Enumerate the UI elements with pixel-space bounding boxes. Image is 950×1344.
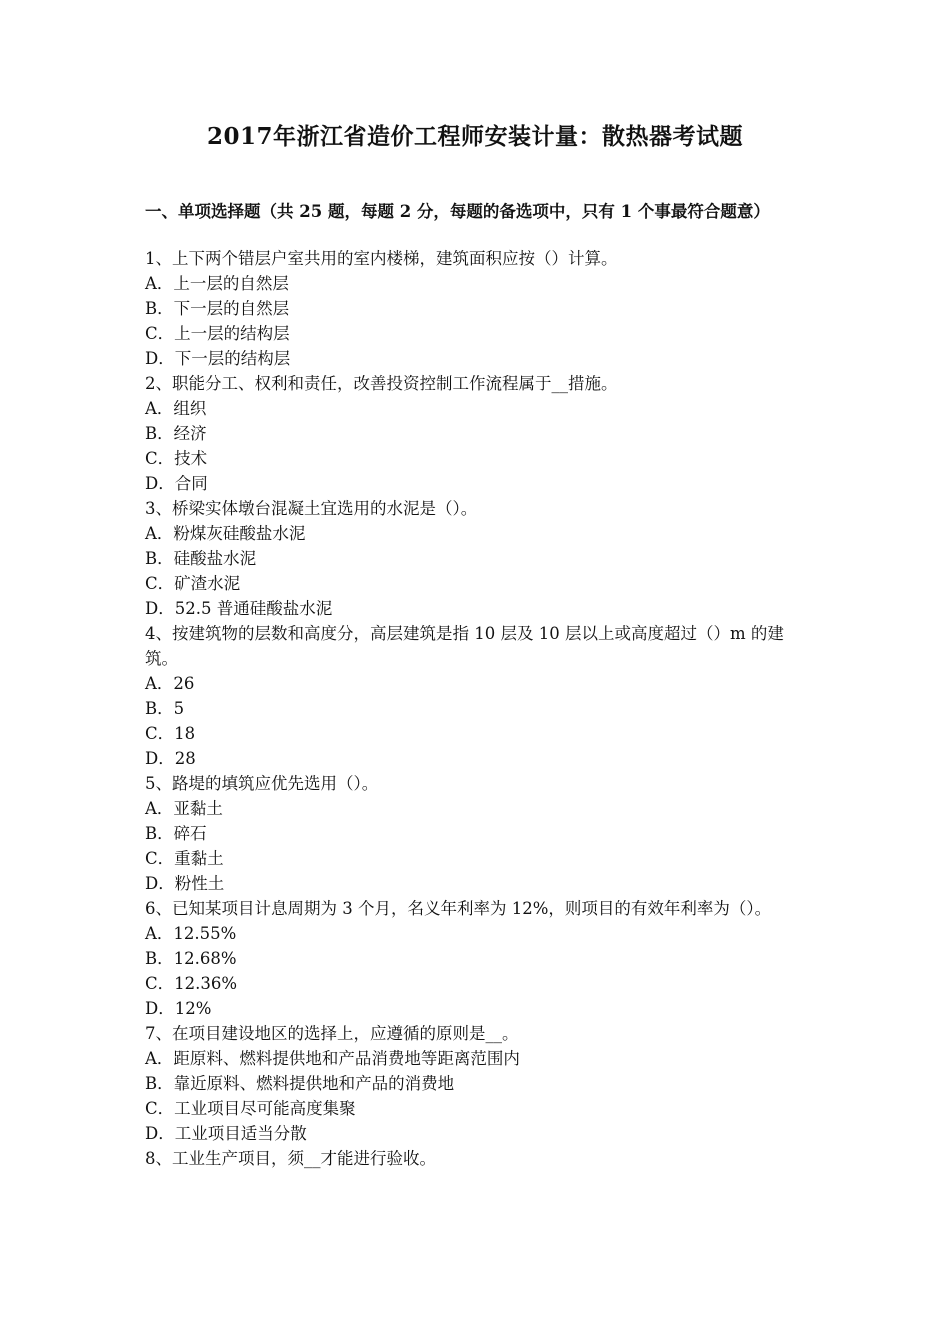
document-title: 2017年浙江省造价工程师安装计量：散热器考试题 [206,123,743,150]
question-stem: 5、路堤的填筑应优先选用（）。 [145,774,379,793]
answer-option: B．靠近原料、燃料提供地和产品的消费地 [145,1074,455,1093]
answer-option: A．组织 [145,399,207,418]
answer-option: D．下一层的结构层 [145,349,291,368]
question-list [145,246,815,1171]
answer-option: B．下一层的自然层 [145,299,290,318]
answer-option: C．技术 [145,449,208,468]
answer-option: C．上一层的结构层 [145,324,290,343]
answer-option: A．26 [145,674,195,693]
answer-option: D．28 [145,749,196,768]
answer-option: D．工业项目适当分散 [145,1124,307,1143]
answer-option: D．12% [145,999,212,1018]
question-stem: 8、工业生产项目，须__才能进行验收。 [145,1149,436,1168]
question-stem: 4、按建筑物的层数和高度分，高层建筑是指 10 层及 10 层以上或高度超过（）m 的建筑。 [145,624,784,668]
answer-option: B．碎石 [145,824,207,843]
answer-option: A．12.55% [145,924,237,943]
question-stem: 7、在项目建设地区的选择上，应遵循的原则是__。 [145,1024,519,1043]
answer-option: A．上一层的自然层 [145,274,289,293]
answer-option: A．亚黏土 [145,799,223,818]
section-heading: 一、单项选择题（共 25 题，每题 2 分，每题的备选项中，只有 1 个事最符合题意） [145,202,770,221]
answer-option: B．经济 [145,424,207,443]
answer-option: B．5 [145,699,185,718]
answer-option: D．合同 [145,474,208,493]
question-stem: 1、上下两个错层户室共用的室内楼梯，建筑面积应按（）计算。 [145,249,618,268]
answer-option: C．矿渣水泥 [145,574,241,593]
answer-option: A．距原料、燃料提供地和产品消费地等距离范围内 [145,1049,520,1068]
answer-option: B．12.68% [145,949,237,968]
question-stem: 2、职能分工、权利和责任，改善投资控制工作流程属于__措施。 [145,374,618,393]
answer-option: D．52.5 普通硅酸盐水泥 [145,599,333,618]
answer-option: C．18 [145,724,196,743]
answer-option: A．粉煤灰硅酸盐水泥 [145,524,306,543]
answer-option: D．粉性土 [145,874,225,893]
answer-option: C．重黏土 [145,849,224,868]
question-stem: 6、已知某项目计息周期为 3 个月，名义年利率为 12%，则项目的有效年利率为（）。 [145,899,772,918]
answer-option: C．12.36% [145,974,238,993]
question-stem: 3、桥梁实体墩台混凝土宜选用的水泥是（）。 [145,499,478,518]
answer-option: B．硅酸盐水泥 [145,549,257,568]
answer-option: C．工业项目尽可能高度集聚 [145,1099,356,1118]
